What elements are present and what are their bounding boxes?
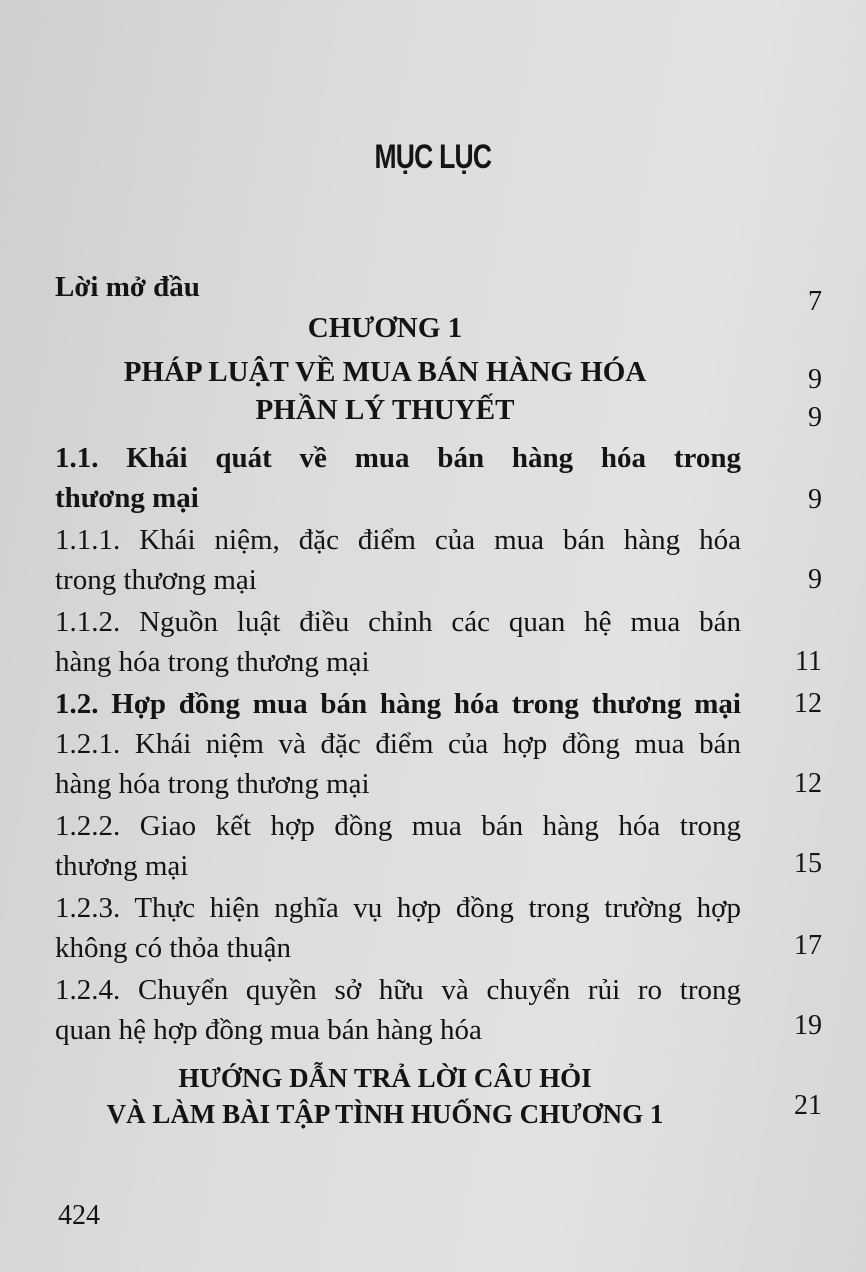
page-number: 9	[808, 484, 822, 515]
guide-heading: HƯỚNG DẪN TRẢ LỜI CÂU HỎI	[178, 1063, 592, 1093]
guide-heading-cont: VÀ LÀM BÀI TẬP TÌNH HUỐNG CHƯƠNG 1	[106, 1099, 664, 1129]
toc-entry-1-2: 1.2. Hợp đồng mua bán hàng hóa trong thương mại	[55, 688, 741, 720]
page-number: 17	[794, 930, 822, 961]
page-number: 7	[808, 286, 822, 317]
toc-entry-1-1-2-cont: hàng hóa trong thương mại	[55, 646, 370, 678]
toc-entry-1-2-4: 1.2.4. Chuyển quyền sở hữu và chuyển rủi ro trong	[55, 974, 741, 1006]
page-title	[0, 138, 866, 177]
section-theory: PHẦN LÝ THUYẾT	[255, 394, 515, 426]
toc-entry-1-2-2-cont: thương mại	[55, 850, 189, 882]
toc-entry-1-1-1: 1.1.1. Khái niệm, đặc điểm của mua bán hàng hóa	[55, 524, 741, 556]
page-number: 12	[794, 768, 822, 799]
toc-entry-1-2-4-cont: quan hệ hợp đồng mua bán hàng hóa	[55, 1014, 482, 1046]
page-number: 12	[794, 688, 822, 719]
toc-entry-1-2-1: 1.2.1. Khái niệm và đặc điểm của hợp đồng mua bán	[55, 728, 741, 760]
page-number: 21	[794, 1090, 822, 1121]
toc-entry-1-1-cont: thương mại	[55, 482, 199, 514]
chapter-title: PHÁP LUẬT VỀ MUA BÁN HÀNG HÓA	[123, 356, 647, 388]
toc-entry-1-2-3-cont: không có thỏa thuận	[55, 932, 291, 964]
chapter-heading: CHƯƠNG 1	[307, 312, 463, 344]
toc-entry-1-2-2: 1.2.2. Giao kết hợp đồng mua bán hàng hóa trong	[55, 810, 741, 842]
toc-entry-1-1-1-cont: trong thương mại	[55, 564, 257, 596]
folio-page-number: 424	[58, 1200, 100, 1231]
title-text: MỤC LỤC	[374, 138, 492, 176]
toc-entry-1-1-2: 1.1.2. Nguồn luật điều chỉnh các quan hệ mua bán	[55, 606, 741, 638]
page-number: 11	[795, 646, 822, 677]
page-number: 9	[808, 402, 822, 433]
toc-entry-1-2-1-cont: hàng hóa trong thương mại	[55, 768, 370, 800]
toc-entry-1-1: 1.1. Khái quát về mua bán hàng hóa trong	[55, 442, 741, 474]
page-number: 15	[794, 848, 822, 879]
toc-entry-1-2-3: 1.2.3. Thực hiện nghĩa vụ hợp đồng trong trường hợp	[55, 892, 741, 924]
page-number: 9	[808, 564, 822, 595]
page-number: 9	[808, 364, 822, 395]
page-number: 19	[794, 1010, 822, 1041]
toc-entry-intro: Lời mở đầu	[55, 271, 200, 303]
